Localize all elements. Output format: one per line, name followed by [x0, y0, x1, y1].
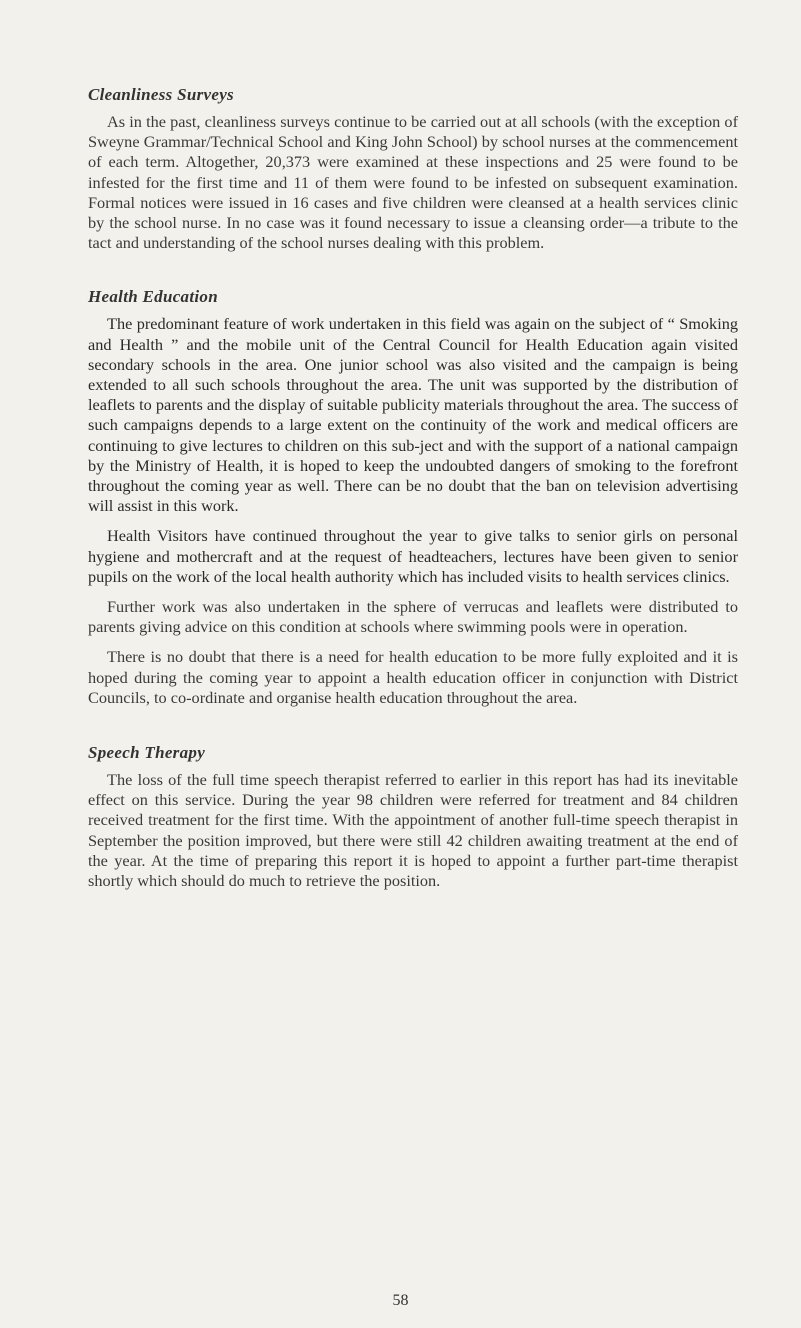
section-heading: Cleanliness Surveys	[88, 85, 234, 104]
section-speech-therapy	[88, 742, 738, 891]
paragraph: Health Visitors have continued throughout the year to give talks to senior girls on personal hygiene and mothercraft and at the request of headteachers, lectures have been given to senior pupils on the work of the local health authority which has included visits to health services clinics.	[88, 526, 738, 586]
paragraph: The predominant feature of work undertaken in this field was again on the subject of “ Smoking and Health ” and the mobile unit of the Central Council for Health Education again visited secondary schools in the area. One junior school was also visited and the campaign is being extended to all such schools throughout the area. The unit was supported by the distribution of leaflets to parents and the display of suitable publicity materials throughout the area. The success of such campaigns depends to a large extent on the continuity of the work and medical officers are continuing to give lectures to children on this sub-ject and with the support of a national campaign by the Ministry of Health, it is hoped to keep the undoubted dangers of smoking to the forefront throughout the coming year as well. There can be no doubt that the ban on television advertising will assist in this work.	[88, 314, 738, 516]
paragraph: Further work was also undertaken in the sphere of verrucas and leaflets were distributed to parents giving advice on this condition at schools where swimming pools were in operation.	[88, 597, 738, 637]
section-heading: Speech Therapy	[88, 743, 206, 763]
paragraph: There is no doubt that there is a need for health education to be more fully exploited and it is hoped during the coming year to appoint a health education officer in conjunction with District Councils, to co-ordinate and organise health education throughout the area.	[88, 647, 738, 707]
section-health-education	[88, 286, 738, 708]
section-heading: Health Education	[88, 287, 218, 307]
paragraph: The loss of the full time speech therapist referred to earlier in this report has had its inevitable effect on this service. During the year 98 children were referred for treatment and 84 children received treatment for the first time. With the appointment of another full-time speech therapist in September the position improved, but there were still 42 children awaiting treatment at the end of the year. At the time of preparing this report it is hoped to appoint a further part-time therapist shortly which should do much to retrieve the position.	[88, 770, 738, 891]
section-cleanliness-surveys	[88, 84, 738, 253]
page-number: 58	[392, 1292, 409, 1309]
document-page	[88, 84, 738, 891]
paragraph: As in the past, cleanliness surveys continue to be carried out at all schools (with the exception of Sweyne Grammar/Technical School and King John School) by school nurses at the commencement of each term. Altogether, 20,373 were examined at these inspections and 25 were found to be infested for the first time and 11 of them were found to be infested on subsequent examination. Formal notices were issued in 16 cases and five children were cleansed at a health services clinic by the school nurse. In no case was it found necessary to issue a cleansing order—a tribute to the tact and understanding of the school nurses dealing with this problem.	[88, 112, 738, 253]
